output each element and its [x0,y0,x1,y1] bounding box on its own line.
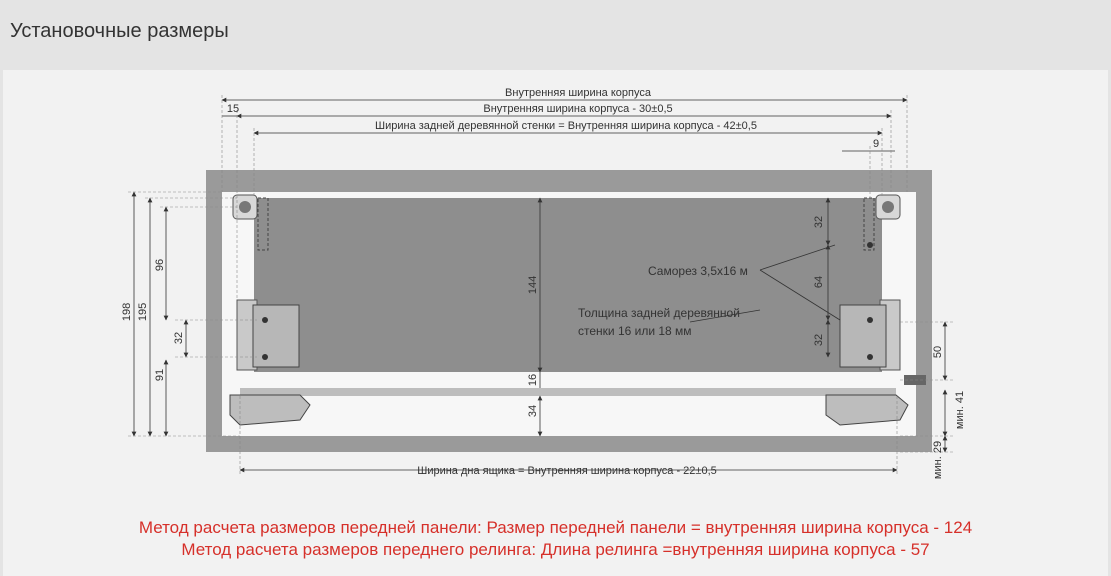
dim-32-top: 32 [813,215,825,229]
dim-bottom-width: Ширина дна ящика = Внутренняя ширина корпуса - 22±0,5 [417,465,717,477]
back-wooden-wall [254,198,882,372]
dim-64: 64 [813,275,825,289]
footer-front-railing-formula: Метод расчета размеров переднего релинга: Длина релинга =внутренняя ширина корпуса - 57 [181,540,930,559]
page-title: Установочные размеры [10,20,229,42]
dim-91: 91 [154,368,166,382]
dim-min41: мин. 41 [954,390,966,430]
footer-front-panel-formula: Метод расчета размеров передней панели: Размер передней панели = внутренняя ширина корпуса - 124 [138,518,973,537]
dim-16: 16 [527,373,539,387]
dim-34: 34 [527,404,539,418]
dim-back-wall-width: Ширина задней деревянной стенки = Внутренняя ширина корпуса - 42±0,5 [375,120,757,132]
dim-9: 9 [872,138,880,150]
dim-inner-width-minus30: Внутренняя ширина корпуса - 30±0,5 [483,103,673,115]
dim-15: 15 [226,103,240,115]
dim-198: 198 [121,302,133,322]
dim-min29: мин. 29 [932,440,944,480]
dim-96: 96 [154,258,166,272]
dim-inner-width: Внутренняя ширина корпуса [505,87,651,99]
note-thickness-line1: Толщина задней деревянной [578,306,740,320]
dim-195: 195 [137,302,149,322]
note-thickness-line2: стенки 16 или 18 мм [578,324,692,338]
dim-50: 50 [932,345,944,359]
drawer-bottom [240,388,896,396]
dim-32-left: 32 [173,331,185,345]
dim-144: 144 [527,275,539,295]
dim-32-bottom: 32 [813,333,825,347]
note-screw: Саморез 3,5x16 м [648,264,748,278]
